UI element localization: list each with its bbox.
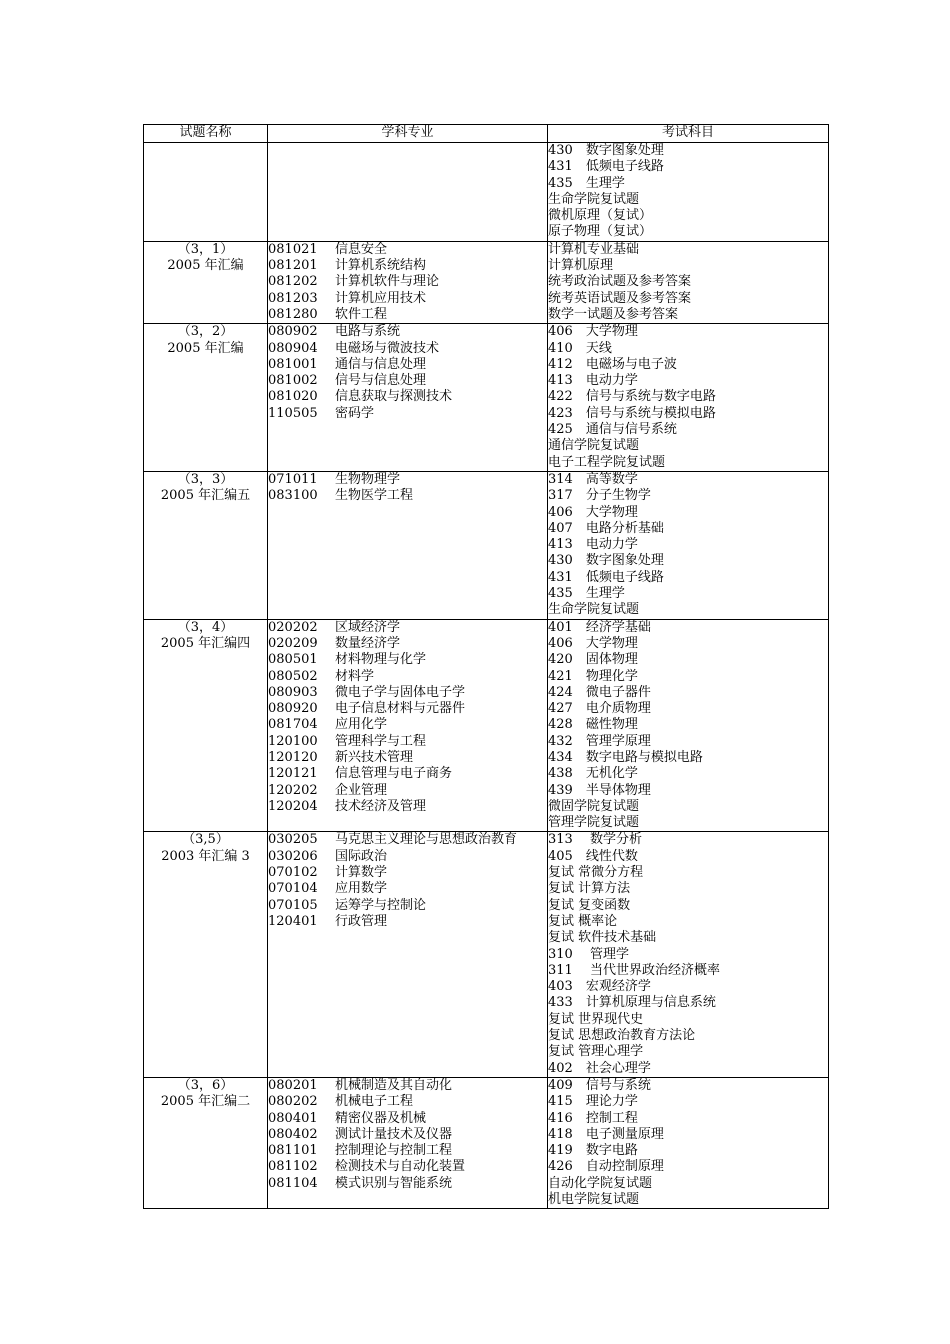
subject-item: 435 生理学	[548, 175, 625, 191]
major-item	[268, 488, 547, 504]
subject-item: 433 计算机原理与信息系统	[548, 995, 716, 1011]
subject-item: 计算机专业基础	[548, 241, 640, 257]
major-name: 电子信息材料与元器件	[335, 701, 466, 717]
table-row	[144, 241, 829, 323]
major-name: 测试计量技术及仪器	[335, 1126, 453, 1142]
major-name: 行政管理	[335, 913, 388, 929]
exam-name-cell	[144, 471, 268, 619]
subject-item: 数学一试题及参考答案	[548, 306, 679, 322]
major-item	[268, 652, 547, 668]
exam-name-line: （3，6）	[177, 1077, 234, 1093]
major-item	[268, 389, 547, 405]
major-code: 081104	[268, 1175, 318, 1191]
major-name: 生物物理学	[335, 471, 401, 487]
majors-cell	[268, 241, 548, 323]
major-name: 材料学	[335, 668, 375, 684]
majors-cell	[268, 619, 548, 832]
major-item	[268, 865, 547, 881]
major-name: 电路与系统	[335, 324, 401, 340]
subject-item: 微固学院复试题	[548, 798, 640, 814]
majors-cell	[268, 832, 548, 1077]
major-name: 通信与信息处理	[335, 356, 427, 372]
major-code: 081101	[268, 1143, 318, 1159]
major-item	[268, 701, 547, 717]
table-row	[144, 324, 829, 472]
subject-item: 435 生理学	[548, 586, 625, 602]
major-name: 材料物理与化学	[335, 652, 427, 668]
major-code: 030205	[268, 832, 318, 848]
subject-item: 420 固体物理	[548, 652, 638, 668]
subject-item: 317 分子生物学	[548, 488, 651, 504]
major-item	[268, 636, 547, 652]
subject-item: 电子工程学院复试题	[548, 454, 666, 470]
major-code: 120120	[268, 749, 318, 765]
major-code: 020202	[268, 619, 318, 635]
major-item	[268, 799, 547, 815]
subject-item: 自动化学院复试题	[548, 1175, 653, 1191]
major-item	[268, 1094, 547, 1110]
major-name: 信息获取与探测技术	[335, 389, 453, 405]
major-code: 081201	[268, 258, 318, 274]
subject-item: 418 电子测量原理	[548, 1126, 664, 1142]
major-item	[268, 717, 547, 733]
major-item	[268, 669, 547, 685]
major-name: 检测技术与自动化装置	[335, 1159, 466, 1175]
subject-item: 402 社会心理学	[548, 1060, 651, 1076]
exam-name-line: （3,5）	[182, 832, 229, 848]
major-code: 081704	[268, 717, 318, 733]
exam-name-cell	[144, 241, 268, 323]
major-name: 运筹学与控制论	[335, 897, 427, 913]
major-item	[268, 734, 547, 750]
subject-item: 统考英语试题及参考答案	[548, 290, 692, 306]
subject-item: 机电学院复试题	[548, 1192, 640, 1207]
table-row	[144, 832, 829, 1077]
exam-name-line: （3，1）	[177, 241, 234, 257]
major-name: 信息安全	[335, 241, 388, 257]
major-code: 080903	[268, 684, 318, 700]
major-code: 081021	[268, 241, 318, 257]
subject-item: 311 当代世界政治经济概率	[548, 962, 720, 978]
subject-item: 复试 思想政治教育方法论	[548, 1028, 696, 1044]
major-name: 国际政治	[335, 848, 388, 864]
major-code: 070102	[268, 865, 318, 881]
majors-cell	[268, 143, 548, 242]
subject-item: 405 线性代数	[548, 848, 638, 864]
major-name: 机械制造及其自动化	[335, 1077, 453, 1093]
major-code: 020209	[268, 635, 318, 651]
header-subjects: 考试科目	[548, 125, 829, 143]
subject-item: 通信学院复试题	[548, 438, 640, 454]
major-name: 密码学	[335, 405, 375, 421]
subject-item: 416 控制工程	[548, 1110, 638, 1126]
majors-cell	[268, 471, 548, 619]
exam-name-line: 2005 年汇编	[167, 258, 244, 274]
major-code: 081020	[268, 389, 318, 405]
majors-cell	[268, 324, 548, 472]
major-code: 081202	[268, 274, 318, 290]
major-code: 080904	[268, 340, 318, 356]
subject-item: 438 无机化学	[548, 766, 638, 782]
subject-item: 413 电动力学	[548, 373, 638, 389]
major-name: 软件工程	[335, 306, 388, 322]
major-item	[268, 881, 547, 897]
table-row	[144, 619, 829, 832]
major-name: 信息管理与电子商务	[335, 766, 453, 782]
major-item	[268, 1078, 547, 1094]
major-code: 081002	[268, 373, 318, 389]
exam-name-line: 2005 年汇编二	[160, 1094, 251, 1110]
subjects-cell	[548, 832, 829, 1077]
subject-item: 423 信号与系统与模拟电路	[548, 405, 716, 421]
major-name: 计算机软件与理论	[335, 274, 440, 290]
major-item	[268, 685, 547, 701]
subject-item: 422 信号与系统与数字电路	[548, 389, 716, 405]
major-item	[268, 307, 547, 323]
subject-item: 415 理论力学	[548, 1094, 638, 1110]
major-code: 080201	[268, 1077, 318, 1093]
exam-name-line: 2003 年汇编 3	[161, 848, 250, 864]
subject-item: 复试 复变函数	[548, 897, 631, 913]
major-item	[268, 1143, 547, 1159]
major-code: 080502	[268, 668, 318, 684]
major-name: 微电子学与固体电子学	[335, 684, 466, 700]
subject-item: 427 电介质物理	[548, 701, 651, 717]
exam-name-line: 2005 年汇编四	[160, 635, 251, 651]
subject-item: 310 管理学	[548, 946, 629, 962]
exam-name-line: 2005 年汇编	[167, 340, 244, 356]
majors-cell	[268, 1077, 548, 1208]
exam-name-cell	[144, 832, 268, 1077]
major-code: 120204	[268, 798, 318, 814]
subject-item: 413 电动力学	[548, 537, 638, 553]
table-header-row	[144, 125, 829, 143]
major-item	[268, 1176, 547, 1192]
subject-item: 微机原理（复试）	[548, 208, 653, 224]
subject-item: 403 宏观经济学	[548, 979, 651, 995]
header-major: 学科专业	[268, 125, 548, 143]
major-item	[268, 357, 547, 373]
major-item	[268, 1159, 547, 1175]
exam-name-cell	[144, 619, 268, 832]
major-name: 新兴技术管理	[335, 749, 414, 765]
subjects-cell	[548, 619, 829, 832]
subject-item: 425 通信与信号系统	[548, 422, 677, 438]
subject-item: 430 数字图象处理	[548, 143, 664, 158]
subjects-cell	[548, 471, 829, 619]
major-code: 083100	[268, 488, 318, 504]
major-code: 120401	[268, 913, 318, 929]
major-code: 081280	[268, 306, 318, 322]
major-name: 企业管理	[335, 782, 388, 798]
subjects-cell	[548, 143, 829, 242]
major-code: 120100	[268, 733, 318, 749]
exam-catalog-table	[143, 124, 829, 1209]
major-name: 应用化学	[335, 717, 388, 733]
exam-name-line: （3，4）	[177, 619, 234, 635]
major-item	[268, 849, 547, 865]
major-item	[268, 783, 547, 799]
subject-item: 313 数学分析	[548, 832, 642, 848]
subject-item: 生命学院复试题	[548, 191, 640, 207]
major-code: 071011	[268, 471, 318, 487]
subject-item: 复试 计算方法	[548, 881, 631, 897]
major-item	[268, 242, 547, 258]
major-name: 信号与信息处理	[335, 373, 427, 389]
table-row	[144, 143, 829, 242]
major-name: 管理科学与工程	[335, 733, 427, 749]
exam-name-line: （3，3）	[177, 471, 234, 487]
major-item	[268, 406, 547, 422]
major-name: 计算机应用技术	[335, 290, 427, 306]
major-item	[268, 341, 547, 357]
major-item	[268, 832, 547, 848]
subject-item: 复试 软件技术基础	[548, 930, 657, 946]
major-item	[268, 258, 547, 274]
subject-item: 432 管理学原理	[548, 733, 651, 749]
major-name: 精密仪器及机械	[335, 1110, 427, 1126]
subject-item: 复试 常微分方程	[548, 865, 644, 881]
subject-item: 原子物理（复试）	[548, 224, 653, 240]
major-code: 030206	[268, 848, 318, 864]
subject-item: 复试 管理心理学	[548, 1044, 644, 1060]
subject-item: 314 高等数学	[548, 471, 638, 487]
major-code: 110505	[268, 405, 318, 421]
subject-item: 426 自动控制原理	[548, 1159, 664, 1175]
exam-name-line: 2005 年汇编五	[160, 488, 251, 504]
major-code: 120202	[268, 782, 318, 798]
subject-item: 421 物理化学	[548, 668, 638, 684]
subject-item: 428 磁性物理	[548, 717, 638, 733]
major-item	[268, 274, 547, 290]
major-name: 应用数学	[335, 881, 388, 897]
subject-item: 管理学院复试题	[548, 815, 640, 831]
major-name: 区域经济学	[335, 619, 401, 635]
major-code: 080920	[268, 701, 318, 717]
subjects-cell	[548, 1077, 829, 1208]
exam-name-cell	[144, 324, 268, 472]
subjects-cell	[548, 241, 829, 323]
major-name: 计算数学	[335, 865, 388, 881]
subject-item: 410 天线	[548, 340, 612, 356]
subject-item: 406 大学物理	[548, 504, 638, 520]
subject-item: 401 经济学基础	[548, 619, 651, 635]
major-item	[268, 620, 547, 636]
exam-name-cell	[144, 1077, 268, 1208]
subjects-cell	[548, 324, 829, 472]
major-code: 080902	[268, 324, 318, 340]
subject-item: 431 低频电子线路	[548, 159, 664, 175]
major-item	[268, 1127, 547, 1143]
header-exam-name: 试题名称	[144, 125, 268, 143]
subject-item: 406 大学物理	[548, 635, 638, 651]
major-name: 机械电子工程	[335, 1094, 414, 1110]
major-code: 080202	[268, 1094, 318, 1110]
major-name: 数量经济学	[335, 635, 401, 651]
major-name: 电磁场与微波技术	[335, 340, 440, 356]
subject-item: 412 电磁场与电子波	[548, 356, 677, 372]
major-code: 120121	[268, 766, 318, 782]
subject-item: 430 数字图象处理	[548, 553, 664, 569]
major-item	[268, 766, 547, 782]
subject-item: 统考政治试题及参考答案	[548, 274, 692, 290]
major-name: 计算机系统结构	[335, 258, 427, 274]
major-name: 马克思主义理论与思想政治教育	[335, 832, 518, 848]
major-code: 070105	[268, 897, 318, 913]
major-code: 080501	[268, 652, 318, 668]
subject-item: 434 数字电路与模拟电路	[548, 749, 703, 765]
major-code: 081203	[268, 290, 318, 306]
table-row	[144, 471, 829, 619]
exam-name-cell	[144, 143, 268, 242]
subject-item: 生命学院复试题	[548, 602, 640, 618]
major-name: 模式识别与智能系统	[335, 1175, 453, 1191]
subject-item: 424 微电子器件	[548, 684, 651, 700]
major-item	[268, 898, 547, 914]
table-row	[144, 1077, 829, 1208]
subject-item: 复试 概率论	[548, 913, 618, 929]
subject-item: 409 信号与系统	[548, 1077, 651, 1093]
major-item	[268, 750, 547, 766]
major-item	[268, 324, 547, 340]
major-code: 081001	[268, 356, 318, 372]
exam-name-line: （3，2）	[177, 324, 234, 340]
subject-item: 计算机原理	[548, 258, 614, 274]
major-item	[268, 291, 547, 307]
major-item	[268, 373, 547, 389]
major-name: 技术经济及管理	[335, 798, 427, 814]
major-item	[268, 914, 547, 930]
major-code: 080402	[268, 1126, 318, 1142]
major-name: 生物医学工程	[335, 488, 414, 504]
major-code: 070104	[268, 881, 318, 897]
major-code: 081102	[268, 1159, 318, 1175]
major-item	[268, 472, 547, 488]
subject-item: 407 电路分析基础	[548, 520, 664, 536]
subject-item: 复试 世界现代史	[548, 1011, 644, 1027]
subject-item: 431 低频电子线路	[548, 569, 664, 585]
subject-item: 439 半导体物理	[548, 782, 651, 798]
major-item	[268, 1111, 547, 1127]
subject-item: 419 数字电路	[548, 1143, 638, 1159]
major-code: 080401	[268, 1110, 318, 1126]
major-name: 控制理论与控制工程	[335, 1143, 453, 1159]
subject-item: 406 大学物理	[548, 324, 638, 340]
